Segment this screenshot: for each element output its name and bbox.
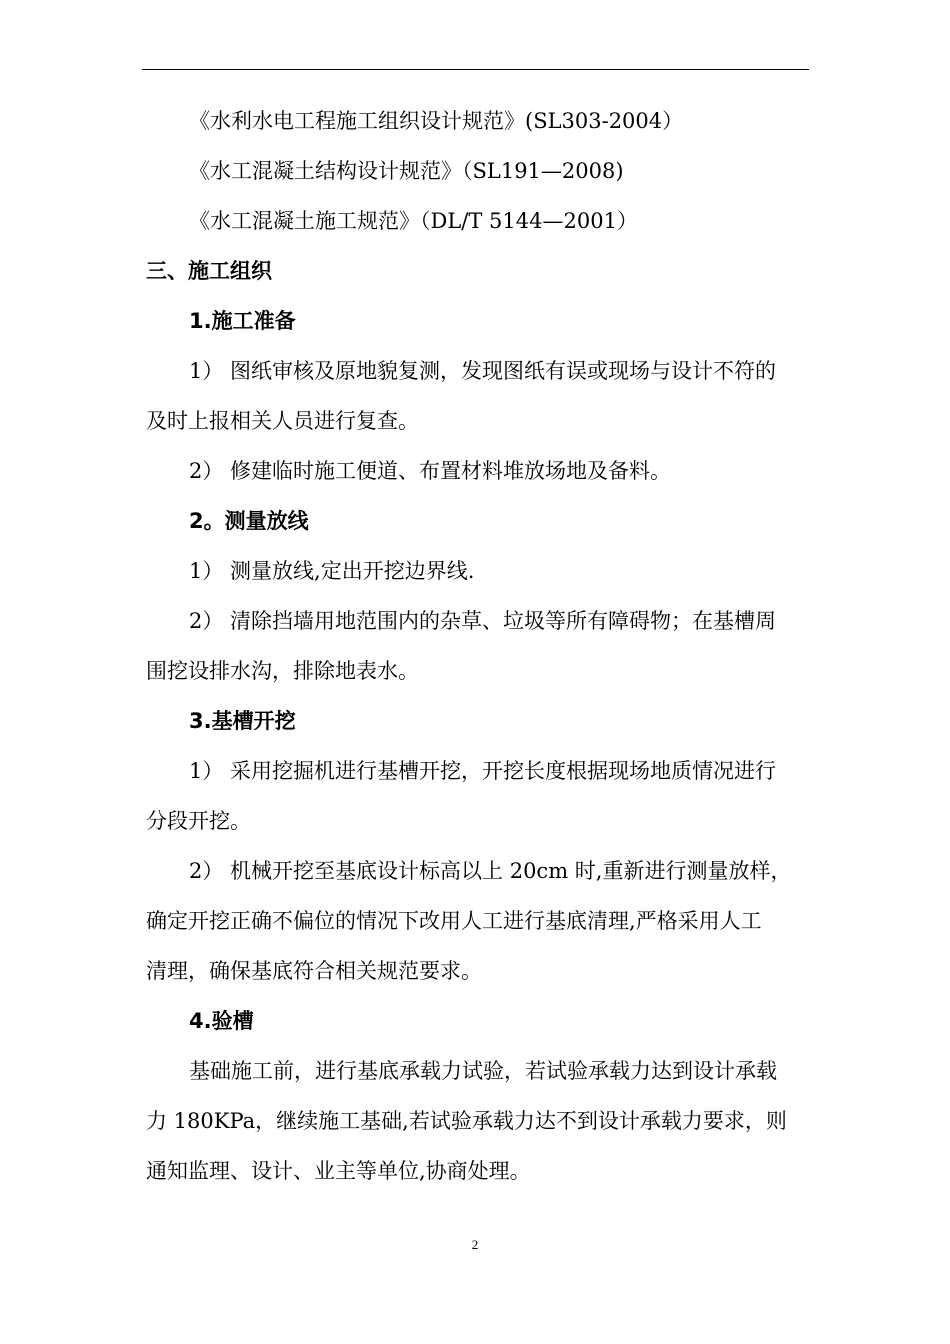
- section-heading: 三、施工组织: [146, 259, 272, 283]
- paragraph-line: 2） 修建临时施工便道、布置材料堆放场地及备料。: [189, 459, 672, 483]
- paragraph-line: 围挖设排水沟，排除地表水。: [146, 659, 419, 683]
- paragraph-line: 基础施工前，进行基底承载力试验，若试验承载力达到设计承载: [189, 1059, 777, 1083]
- header-rule: [142, 69, 809, 70]
- paragraph-line: 1） 图纸审核及原地貌复测，发现图纸有误或现场与设计不符的: [189, 359, 777, 383]
- paragraph-line: 力 180KPa，继续施工基础,若试验承载力达不到设计承载力要求，则: [146, 1109, 787, 1133]
- reference-item: 《水工混凝土施工规范》（DL/T 5144—2001）: [189, 209, 638, 233]
- subsection-heading: 2。测量放线: [189, 509, 309, 533]
- paragraph-line: 确定开挖正确不偏位的情况下改用人工进行基底清理,严格采用人工: [146, 909, 762, 933]
- paragraph-line: 清理，确保基底符合相关规范要求。: [146, 959, 482, 983]
- subsection-heading: 1.施工准备: [189, 309, 296, 333]
- paragraph-line: 及时上报相关人员进行复查。: [146, 409, 419, 433]
- paragraph-line: 2） 清除挡墙用地范围内的杂草、垃圾等所有障碍物；在基槽周: [189, 609, 777, 633]
- reference-item: 《水利水电工程施工组织设计规范》(SL303-2004）: [189, 109, 684, 133]
- reference-item: 《水工混凝土结构设计规范》（SL191—2008): [189, 159, 624, 183]
- paragraph-line: 1） 采用挖掘机进行基槽开挖，开挖长度根据现场地质情况进行: [189, 759, 777, 783]
- page-number: 2: [471, 1237, 479, 1252]
- subsection-heading: 3.基槽开挖: [189, 709, 296, 733]
- paragraph-line: 分段开挖。: [146, 809, 251, 833]
- subsection-heading: 4.验槽: [189, 1009, 254, 1033]
- paragraph-line: 2） 机械开挖至基底设计标高以上 20cm 时,重新进行测量放样，: [189, 859, 792, 883]
- paragraph-line: 通知监理、设计、业主等单位,协商处理。: [146, 1159, 531, 1183]
- paragraph-line: 1） 测量放线,定出开挖边界线.: [189, 559, 475, 583]
